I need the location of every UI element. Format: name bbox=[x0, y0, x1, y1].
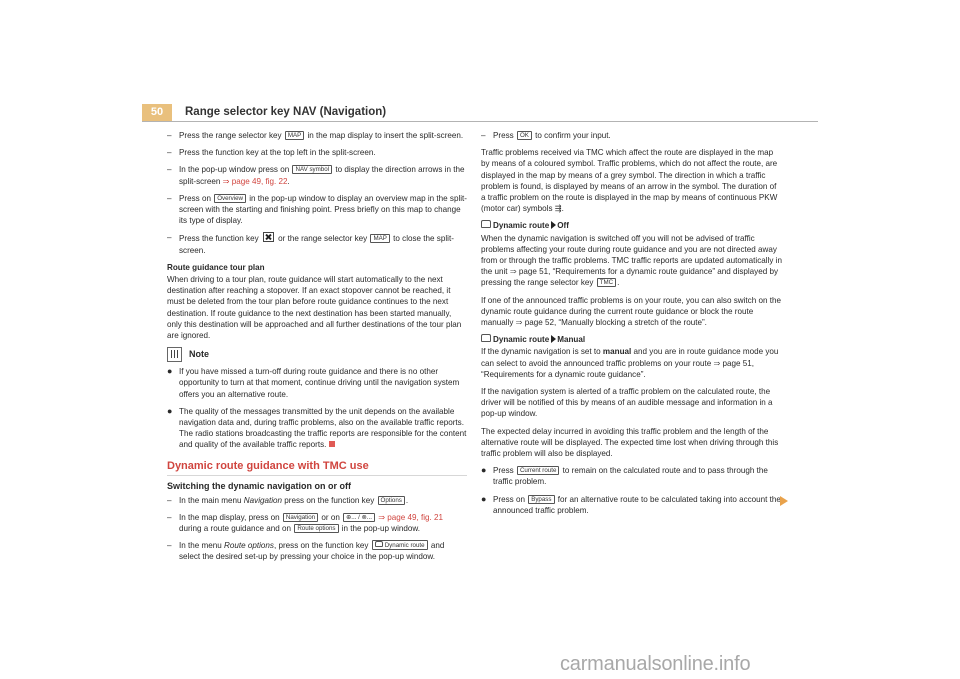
tmc-paragraph: Traffic problems received via TMC which affect the route are displayed in the map by means of a coloured symbol. Traffic problems, which do not affect the route, are displayed in the map by means of a grey symbol. The direction in which a traffic problem is found, is displayed by means of an arrow in the symbol. The duration of a traffic problem on the route is displayed in the map by means of continuous PKW (motor car) symbols ⇶. bbox=[481, 148, 778, 214]
page-header-title: Range selector key NAV (Navigation) bbox=[185, 106, 387, 118]
watermark: carmanualsonline.info bbox=[560, 653, 751, 675]
step-direction-arrows: – In the pop-up window press on NAV symbol to display the direction arrows in the split-screen ⇒ page 49, fig. 22. bbox=[167, 165, 465, 186]
dynamic-route-key[interactable]: Dynamic route bbox=[372, 540, 428, 550]
step-close-split-screen: – Press the function key or the range selector key MAP to close the split-screen. bbox=[167, 233, 454, 255]
option-bypass: ● Press on Bypass for an alternative route to be calculated taking into account the announced traffic problem. bbox=[481, 493, 781, 515]
step-overview-map: – Press on Overview in the pop-up window to display an overview map in the split-screen with the starting and finishing point. Press briefly on this map to change its type of display. bbox=[167, 193, 467, 226]
section-rule bbox=[167, 475, 467, 476]
header-rule bbox=[142, 121, 818, 122]
section-title: Dynamic route guidance with TMC use bbox=[167, 459, 369, 472]
left-column bbox=[167, 130, 467, 569]
map-key[interactable]: MAP bbox=[285, 131, 304, 140]
destination-key[interactable]: ⊕... / ⊗... bbox=[343, 513, 375, 522]
alert-paragraph: If the navigation system is alerted of a traffic problem on the calculated route, the driver will be notified of this by means of an audible message and information in a pop-up window. bbox=[481, 387, 773, 419]
tour-plan-text: When driving to a tour plan, route guidance will start automatically to the next destination after reaching a stopover. If an exact stopover cannot be reached, it must be deleted from the tour plan before route guidance continues to the next destination. If route guidance to the next destination has been started manually, only this destination will be approached and all further destinations of the tour plan are ignored. bbox=[167, 275, 462, 341]
route-icon bbox=[481, 220, 491, 228]
right-column bbox=[481, 130, 783, 522]
arrow-right-icon bbox=[551, 335, 556, 343]
arrow-ref: ⇒ bbox=[378, 512, 385, 522]
navigation-key[interactable]: Navigation bbox=[283, 513, 318, 522]
note-icon bbox=[167, 347, 182, 362]
tour-plan-heading: Route guidance tour plan bbox=[167, 262, 265, 272]
step-dynamic-route: – In the menu Route options, press on the function key Dynamic route and select the desired set-up by pressing your choice in the pop-up window. bbox=[167, 541, 445, 562]
page-reference-link[interactable]: page 49, fig. 22 bbox=[231, 176, 288, 186]
route-options-key[interactable]: Route options bbox=[294, 524, 338, 533]
close-icon[interactable] bbox=[263, 232, 274, 242]
block-route-paragraph: If one of the announced traffic problems is on your route, you can also switch on the dynamic route guidance during the current route guidance or block the route manually ⇒ page 52, “Manually blocking a stretch of the route”. bbox=[481, 295, 781, 328]
page-number: 50 bbox=[142, 104, 172, 121]
bypass-key[interactable]: Bypass bbox=[528, 495, 554, 504]
manual-paragraph: If the dynamic navigation is set to manual and you are in route guidance mode you can select to avoid the announced traffic problems on your route ⇒ page 51, “Requirements for a dynamic route guidance”. bbox=[481, 347, 779, 379]
route-icon bbox=[375, 541, 383, 547]
dynamic-off-paragraph: When the dynamic navigation is switched off you will not be advised of traffic problems affecting your route during route guidance and you are not directed away from or through the traffic problems. TMC traffic reports are updated automatically in the unit ⇒ page 51, “Requirements for a dynamic route guidance” and displayed by pressing the range selector key TMC . bbox=[481, 233, 782, 288]
arrow-ref: ⇒ bbox=[222, 176, 230, 186]
dynamic-route-off-heading: Dynamic route Off bbox=[481, 220, 783, 231]
note-item: ● The quality of the messages transmitted by the unit depends on the available navigation data and, during traffic problems, also on the available traffic reports. The radio stations broadcasting the traffic reports are responsible for the content and quality of the available traffic reports. bbox=[167, 405, 467, 450]
note-item: ● If you have missed a turn-off during route guidance and there is no other opportunity to turn at that moment, continue driving until the navigation system offers you an alternative route. bbox=[167, 366, 460, 399]
option-current-route: ● Press Current route to remain on the calculated route and to pass through the traffic problem. bbox=[481, 465, 768, 487]
tmc-key[interactable]: TMC bbox=[597, 278, 616, 287]
note-header bbox=[167, 347, 467, 362]
route-icon bbox=[481, 334, 491, 342]
sub-title: Switching the dynamic navigation on or off bbox=[167, 480, 352, 491]
delay-paragraph: The expected delay incurred in avoiding this traffic problem and the length of the alternative route will be displayed. The expected time lost when driving through this traffic problem will also be displayed. bbox=[481, 426, 779, 459]
step-insert-split-screen: – Press the range selector key MAP in the map display to insert the split-screen. bbox=[167, 131, 464, 140]
page-reference-link[interactable]: page 49, fig. 21 bbox=[387, 512, 444, 522]
continue-arrow-icon bbox=[780, 496, 788, 506]
step-confirm: – Press OK to confirm your input. bbox=[481, 131, 611, 140]
overview-key[interactable]: Overview bbox=[214, 194, 246, 203]
nav-symbol-key[interactable]: NAV symbol bbox=[292, 165, 332, 174]
car-icon: ⇶ bbox=[554, 204, 562, 214]
map-key[interactable]: MAP bbox=[370, 234, 389, 243]
ok-key[interactable]: OK bbox=[517, 131, 532, 140]
step-press-function-key: – Press the function key at the top left in the split-screen. bbox=[167, 148, 376, 158]
step-open-options: – In the main menu Navigation press on the function key Options . bbox=[167, 495, 409, 505]
options-key[interactable]: Options bbox=[378, 496, 405, 505]
step-route-options: – In the map display, press on Navigation or on ⊕... / ⊗... ⇒ page 49, fig. 21 during a route guidance and on Route options in the pop-up window. bbox=[167, 512, 444, 534]
dynamic-route-manual-heading: Dynamic route Manual bbox=[481, 334, 783, 345]
arrow-right-icon bbox=[551, 221, 556, 229]
section-end-icon bbox=[329, 441, 335, 447]
current-route-key[interactable]: Current route bbox=[517, 466, 559, 475]
note-title: Note bbox=[189, 349, 209, 360]
